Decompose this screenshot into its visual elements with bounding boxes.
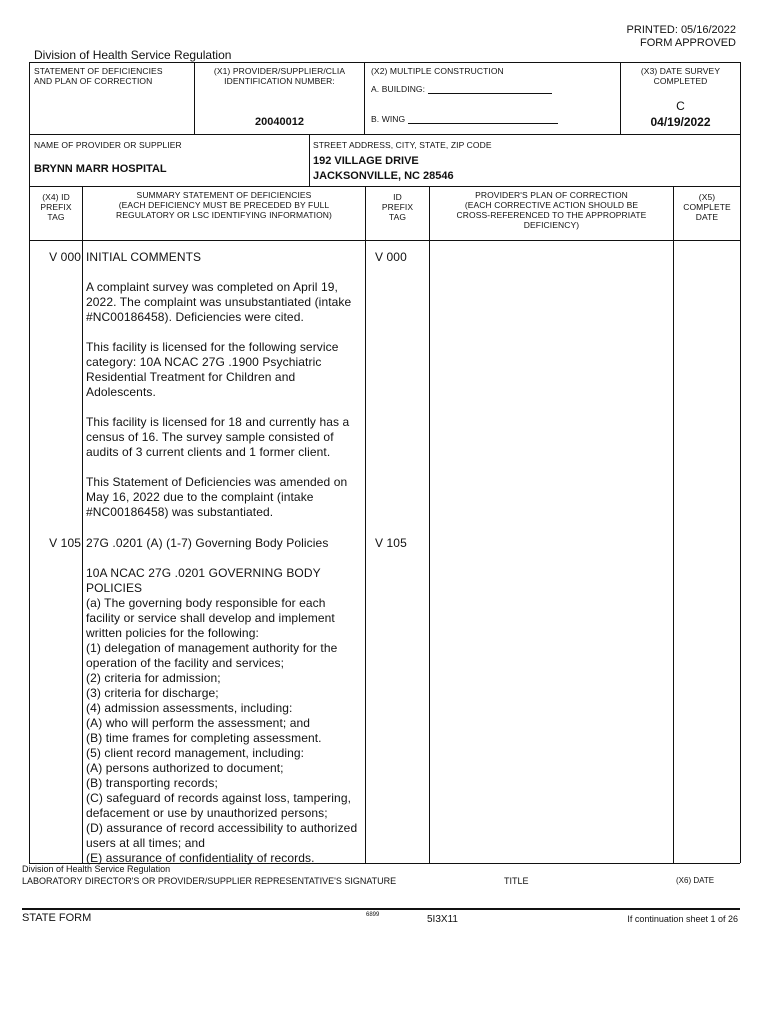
grid-divider-3: [29, 240, 740, 241]
grid-right-border: [740, 62, 741, 863]
entry-paragraph: This Statement of Deficiencies was amended on May 16, 2022 due to the complaint (intake #NC00186458) was substantiated.: [86, 475, 348, 519]
provider-name: BRYNN MARR HOSPITAL: [34, 163, 167, 175]
address-line-2: JACKSONVILLE, NC 28546: [313, 170, 454, 182]
col-header-plan: PROVIDER'S PLAN OF CORRECTION (EACH CORRECTIVE ACTION SHOULD BE CROSS-REFERENCED TO THE APPROPRIATE DEFICIENCY): [456, 190, 647, 230]
building-field[interactable]: [428, 84, 552, 94]
x1-value: 20040012: [255, 116, 304, 128]
x3-label: (X3) DATE SURVEY COMPLETED: [640, 66, 721, 86]
col-header-id: ID PREFIX TAG: [381, 192, 414, 222]
wing-field[interactable]: [408, 114, 558, 124]
agency-title: Division of Health Service Regulation: [34, 48, 232, 62]
entry-title: INITIAL COMMENTS: [86, 250, 202, 264]
col-header-x4: (X4) ID PREFIX TAG: [40, 192, 72, 222]
continuation-note: If continuation sheet 1 of 26: [627, 914, 738, 924]
footer-rule: [22, 908, 740, 910]
entry-id-prefix-v105: V 105: [375, 536, 407, 550]
wing-row: [371, 114, 558, 124]
entry-v105: [86, 536, 362, 866]
title-label: TITLE: [504, 876, 529, 886]
signature-label: LABORATORY DIRECTOR'S OR PROVIDER/SUPPLIER REPRESENTATIVE'S SIGNATURE: [22, 876, 397, 886]
entry-paragraph: A complaint survey was completed on April 19, 2022. The complaint was unsubstantiated (intake #NC00186458). Deficiencies were cited.: [86, 280, 352, 324]
statement-label: STATEMENT OF DEFICIENCIES AND PLAN OF CORRECTION: [34, 66, 163, 86]
form-code: 6899: [366, 912, 380, 918]
state-form-label: STATE FORM: [22, 912, 92, 924]
building-label: A. BUILDING:: [371, 84, 426, 94]
entry-prefix-v105: V 105: [49, 536, 81, 550]
x2-label: (X2) MULTIPLE CONSTRUCTION: [371, 66, 504, 76]
x1-label: (X1) PROVIDER/SUPPLIER/CLIA IDENTIFICATION NUMBER:: [213, 66, 346, 86]
grid-divider-2: [29, 186, 740, 187]
printed-date: PRINTED: 05/16/2022: [626, 24, 736, 36]
print-info: [627, 24, 736, 50]
grid-sep-x2: [364, 62, 365, 134]
entry-paragraph: 10A NCAC 27G .0201 GOVERNING BODY POLICIES (a) The governing body responsible for each facility or service shall develop and implement written policies for the following: (1) delegation of management authority for the operation of the facility and services; (2) criteria for admission; (3) criteria for discharge; (4) admission assessments, including: (A) who will perform the assessment; and (B) time frames for completing assessment. (5) client record management, including: (A) persons authorized to document; (B) transporting records; (C) safeguard of records against loss, tampering, defacement or use by unauthorized persons; (D) assurance of record accessibility to authorized users at all times; and (E) assurance of confidentiality of records.: [86, 566, 358, 865]
building-row: [371, 84, 552, 94]
col-sep-3: [429, 186, 430, 863]
form-approved: FORM APPROVED: [640, 37, 736, 49]
address-line-1: 192 VILLAGE DRIVE: [313, 155, 419, 167]
entry-paragraph: This facility is licensed for 18 and currently has a census of 16. The survey sample consisted of audits of 3 current clients and 1 former client.: [86, 415, 350, 459]
x3-code: C: [676, 99, 685, 113]
entry-paragraph: This facility is licensed for the following service category: 10A NCAC 27G .1900 Psychiatric Residential Treatment for Children and Adolescents.: [86, 340, 339, 399]
entry-id-prefix-v000: V 000: [375, 250, 407, 264]
entry-v000: [86, 250, 362, 520]
grid-left-border: [29, 62, 30, 863]
wing-label: B. WING: [371, 114, 406, 124]
address-label: STREET ADDRESS, CITY, STATE, ZIP CODE: [313, 140, 492, 150]
entry-title: 27G .0201 (A) (1-7) Governing Body Policies: [86, 536, 329, 550]
provider-name-label: NAME OF PROVIDER OR SUPPLIER: [34, 140, 182, 150]
date-label: (X6) DATE: [676, 876, 715, 885]
col-sep-1: [82, 186, 83, 863]
x3-date: 04/19/2022: [650, 115, 711, 129]
entry-prefix-v000: V 000: [49, 250, 81, 264]
footer-agency: Division of Health Service Regulation: [22, 864, 171, 874]
event-id: 5I3X11: [427, 914, 458, 925]
col-sep-4: [673, 186, 674, 863]
col-header-x5: (X5) COMPLETE DATE: [683, 192, 731, 222]
grid-sep-address: [309, 134, 310, 186]
grid-top-border: [29, 62, 740, 63]
col-header-summary: SUMMARY STATEMENT OF DEFICIENCIES (EACH DEFICIENCY MUST BE PRECEDED BY FULL REGULATORY OR LSC IDENTIFYING INFORMATION): [116, 190, 332, 220]
grid-divider-1: [29, 134, 740, 135]
col-sep-2: [365, 186, 366, 863]
